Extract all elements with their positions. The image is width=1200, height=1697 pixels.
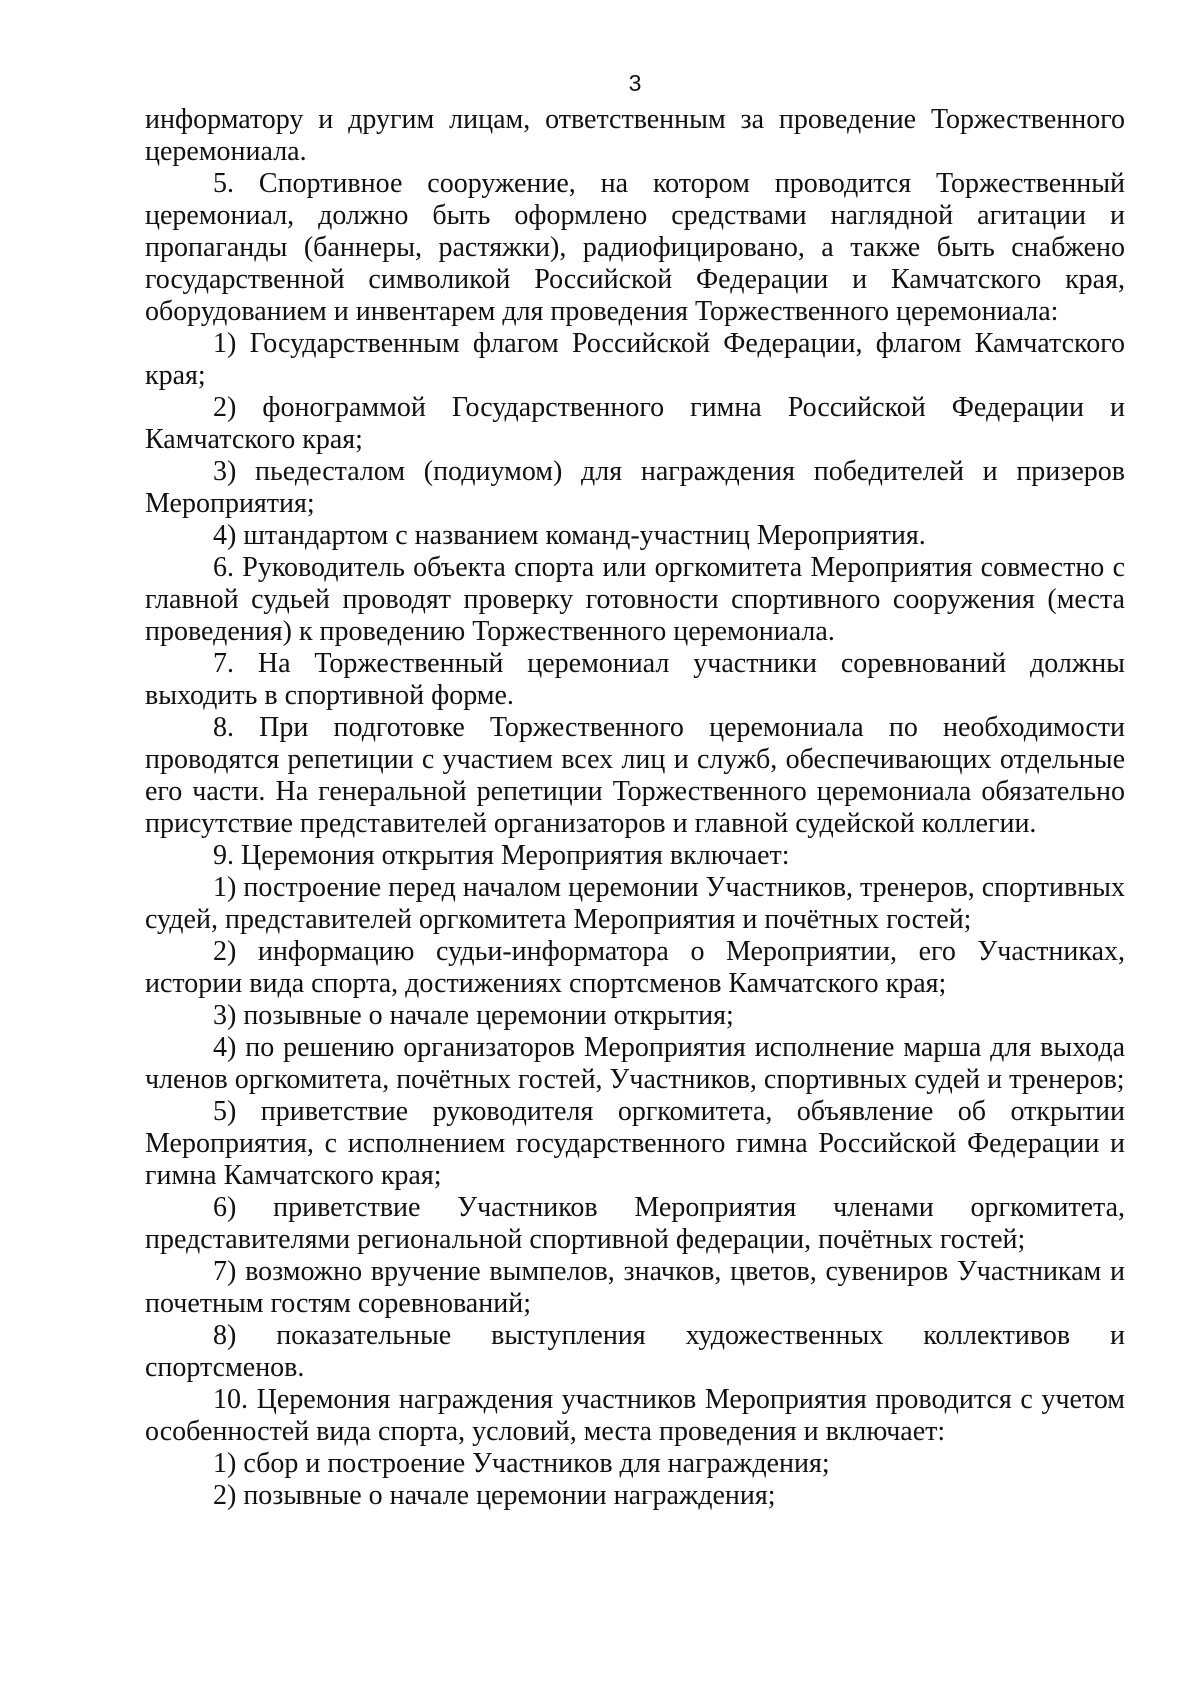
list-item: 4) штандартом с названием команд-участниц Мероприятия. [213, 520, 926, 551]
paragraph-item-5: 5. Спортивное сооружение, на котором проводится Торжественный церемониал, должно быть оформлено средствами наглядной агитации и пропаганды (баннеры, растяжки), радиофицировано, а также быть снабжено государственной символикой Российской Федерации и Камчатского края, оборудованием и инвентарем для проведения Торжественного церемониала: [145, 168, 1125, 327]
list-item: 1) сбор и построение Участников для награждения; [213, 1448, 830, 1479]
list-item: 5) приветствие руководителя оргкомитета, объявление об открытии Мероприятия, с исполнением государственного гимна Российской Федерации и гимна Камчатского края; [145, 1096, 1125, 1191]
list-item: 8) показательные выступления художественных коллективов и спортсменов. [145, 1320, 1125, 1383]
paragraph-item-8: 8. При подготовке Торжественного церемониала по необходимости проводятся репетиции с участием всех лиц и служб, обеспечивающих отдельные его части. На генеральной репетиции Торжественного церемониала обязательно присутствие представителей организаторов и главной судейской коллегии. [145, 712, 1125, 839]
list-item: 3) пьедесталом (подиумом) для награждения победителей и призеров Мероприятия; [145, 456, 1125, 519]
list-item: 3) позывные о начале церемонии открытия; [213, 1000, 734, 1031]
list-item: 2) позывные о начале церемонии награждения; [213, 1480, 776, 1511]
list-item: 2) фонограммой Государственного гимна Российской Федерации и Камчатского края; [145, 392, 1125, 455]
paragraph-item-10: 10. Церемония награждения участников Мероприятия проводится с учетом особенностей вида спорта, условий, места проведения и включает: [145, 1384, 1125, 1447]
list-item: 4) по решению организаторов Мероприятия исполнение марша для выхода членов оргкомитета, почётных гостей, Участников, спортивных судей и тренеров; [145, 1032, 1125, 1095]
paragraph-item-6: 6. Руководитель объекта спорта или оргкомитета Мероприятия совместно с главной судьей проводят проверку готовности спортивного сооружения (места проведения) к проведению Торжественного церемониала. [145, 552, 1125, 647]
page-number: 3 [628, 70, 642, 96]
document-body [145, 104, 1125, 1512]
paragraph-item-9: 9. Церемония открытия Мероприятия включает: [213, 840, 790, 871]
list-item: 7) возможно вручение вымпелов, значков, цветов, сувениров Участникам и почетным гостям соревнований; [145, 1256, 1125, 1319]
paragraph-continuation: информатору и другим лицам, ответственным за проведение Торжественного церемониала. [145, 104, 1125, 167]
list-item: 2) информацию судьи-информатора о Мероприятии, его Участниках, истории вида спорта, достижениях спортсменов Камчатского края; [145, 936, 1125, 999]
list-item: 1) Государственным флагом Российской Федерации, флагом Камчатского края; [145, 328, 1125, 391]
list-item: 6) приветствие Участников Мероприятия членами оргкомитета, представителями региональной спортивной федерации, почётных гостей; [145, 1192, 1125, 1255]
list-item: 1) построение перед началом церемонии Участников, тренеров, спортивных судей, представителей оргкомитета Мероприятия и почётных гостей; [145, 872, 1125, 935]
paragraph-item-7: 7. На Торжественный церемониал участники соревнований должны выходить в спортивной форме. [145, 648, 1125, 711]
